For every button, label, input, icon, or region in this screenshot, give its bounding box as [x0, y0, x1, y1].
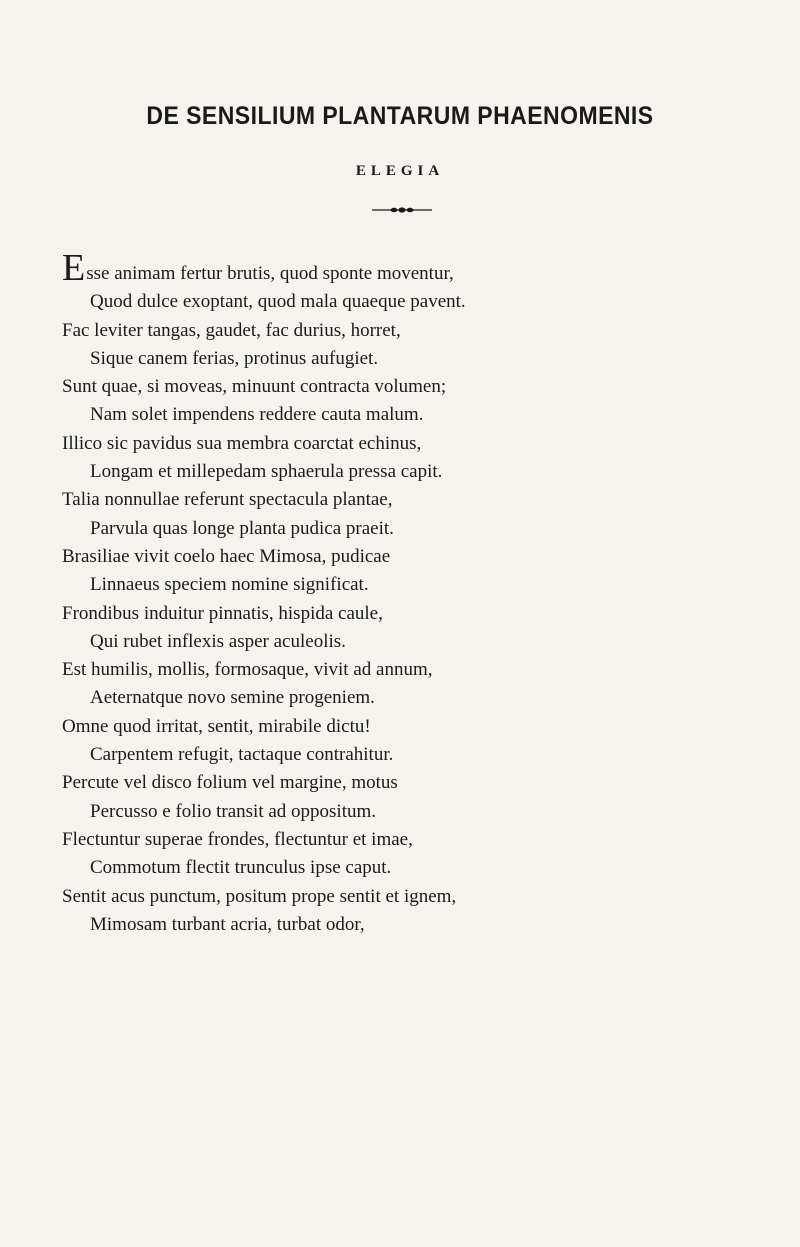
poem-line: Carpentem refugit, tactaque contrahitur.	[90, 744, 394, 766]
poem-line-1	[62, 247, 762, 289]
poem-line: Percusso e folio transit ad oppositum.	[90, 800, 377, 822]
poem-line: Frondibus induitur pinnatis, hispida caule,	[62, 602, 383, 624]
drop-cap: E	[62, 247, 86, 289]
poem-line: Aeternatque novo semine progeniem.	[90, 687, 375, 709]
page-title: DE SENSILIUM PLANTARUM PHAENOMENIS	[146, 102, 654, 130]
poem-line: Parvula quas longe planta pudica praeit.	[90, 517, 394, 539]
poem-line: Illico sic pavidus sua membra coarctat echinus,	[62, 432, 422, 454]
poem-line: Nam solet impendens reddere cauta malum.	[90, 404, 424, 426]
poem-line: Fac leviter tangas, gaudet, fac durius, horret,	[62, 319, 401, 341]
poem-line: Sentit acus punctum, positum prope sentit et ignem,	[62, 885, 457, 907]
poem-line: Brasiliae vivit coelo haec Mimosa, pudicae	[62, 545, 391, 567]
poem-body	[62, 247, 762, 939]
poem-line: Flectuntur superae frondes, flectuntur et imae,	[62, 828, 413, 850]
poem-line: Percute vel disco folium vel margine, motus	[62, 772, 398, 794]
poem-line: Talia nonnullae referunt spectacula plantae,	[62, 489, 393, 511]
poem-line: Est humilis, mollis, formosaque, vivit ad annum,	[62, 659, 433, 681]
poem-line: Commotum flectit trunculus ipse caput.	[90, 857, 392, 879]
ornament-rule-icon	[372, 205, 432, 215]
poem-line: Sunt quae, si moveas, minuunt contracta volumen;	[62, 376, 447, 398]
section-subtitle: ELEGIA	[355, 163, 445, 179]
poem-line: Mimosam turbant acria, turbat odor,	[90, 913, 365, 935]
poem-line-text: sse animam fertur brutis, quod sponte moventur,	[86, 263, 454, 284]
poem-line: Linnaeus speciem nomine significat.	[90, 574, 369, 596]
poem-line: Sique canem ferias, protinus aufugiet.	[90, 347, 379, 369]
poem-line: Omne quod irritat, sentit, mirabile dictu!	[62, 715, 371, 737]
poem-line: Quod dulce exoptant, quod mala quaeque pavent.	[90, 291, 466, 313]
poem-line: Qui rubet inflexis asper aculeolis.	[90, 630, 346, 652]
poem-line: Longam et millepedam sphaerula pressa capit.	[90, 461, 443, 483]
